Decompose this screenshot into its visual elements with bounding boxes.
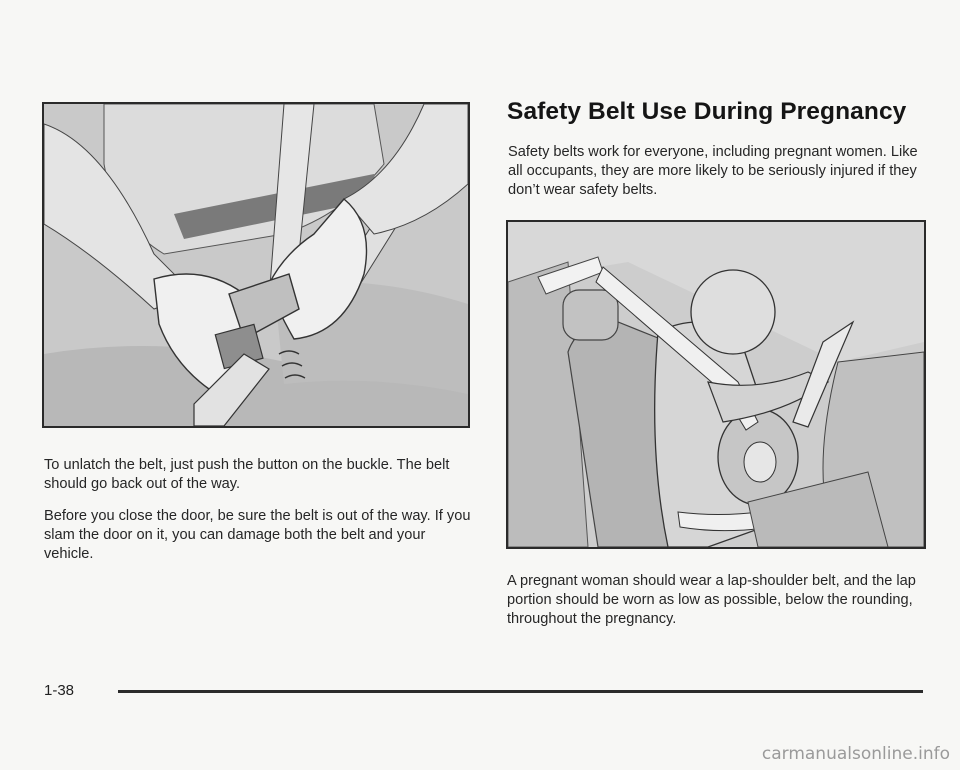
pregnancy-paragraph: A pregnant woman should wear a lap-shoulder belt, and the lap portion should be worn as low as possible, below the rounding, throughout the pregnancy. xyxy=(507,573,916,627)
section-heading: Safety Belt Use During Pregnancy xyxy=(507,98,907,125)
pregnant-occupant-drawing xyxy=(508,222,924,547)
watermark-text: carmanualsonline.info xyxy=(761,744,950,764)
pregnant-occupant-illustration xyxy=(506,220,926,549)
door-caution-paragraph: Before you close the door, be sure the belt is out of the way. If you slam the door on it, you can damage both the belt and your vehicle. xyxy=(44,508,471,562)
intro-paragraph: Safety belts work for everyone, including pregnant women. Like all occupants, they are more likely to be seriously injured if they don’t wear safety belts. xyxy=(508,144,918,198)
footer-rule xyxy=(118,690,923,693)
buckle-unlatch-illustration xyxy=(42,102,470,428)
unlatch-paragraph: To unlatch the belt, just push the button on the buckle. The belt should go back out of the way. xyxy=(44,457,450,492)
buckle-hands-drawing xyxy=(44,104,468,426)
page-number: 1-38 xyxy=(44,682,75,699)
